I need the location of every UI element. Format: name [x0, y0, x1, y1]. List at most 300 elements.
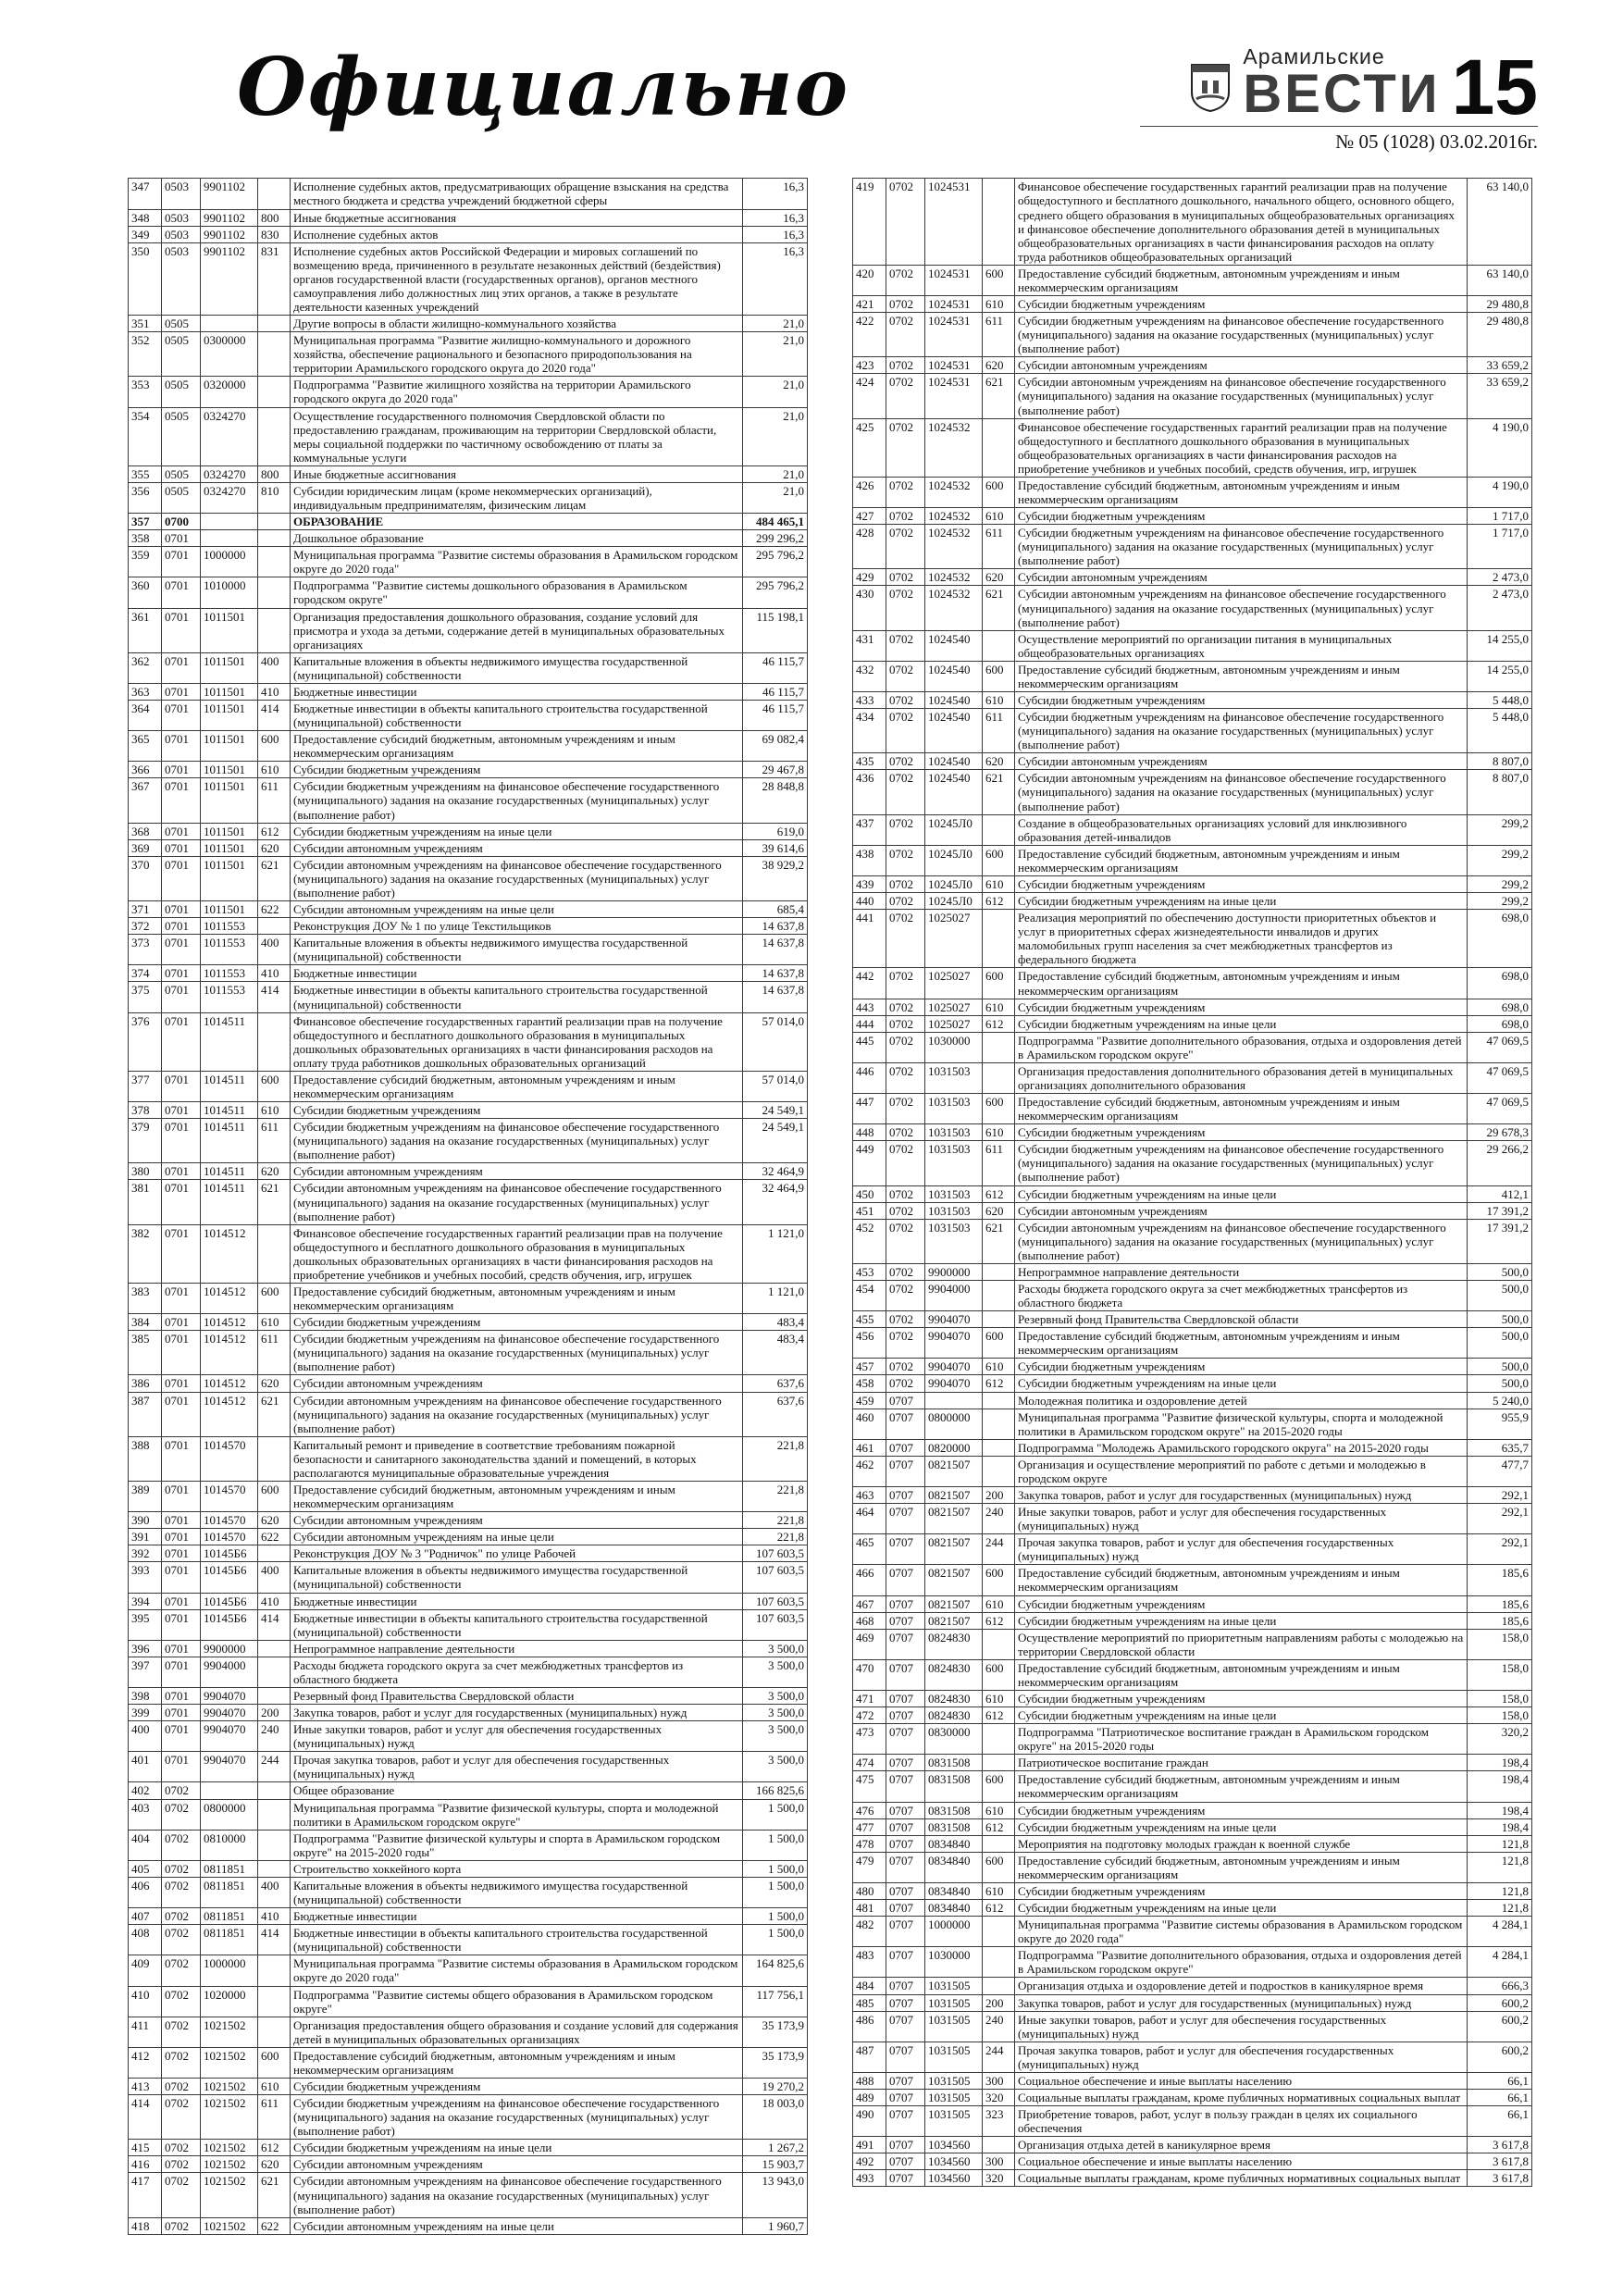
code-section: 0702 [886, 569, 925, 586]
table-row [853, 1947, 1532, 1978]
table-row [129, 1688, 808, 1705]
code-target-article: 1014570 [201, 1482, 258, 1512]
code-target-article: 1014512 [201, 1375, 258, 1392]
table-row [853, 1409, 1532, 1439]
line-amount: 38 929,2 [743, 856, 808, 900]
row-number: 440 [853, 893, 886, 910]
row-number: 459 [853, 1392, 886, 1409]
code-section: 0505 [162, 465, 201, 482]
line-amount: 500,0 [1468, 1263, 1532, 1280]
code-target-article: 1000000 [925, 1917, 983, 1947]
table-row [853, 770, 1532, 814]
row-number: 447 [853, 1094, 886, 1124]
line-amount: 3 500,0 [743, 1640, 808, 1657]
row-number: 370 [129, 856, 162, 900]
line-description: Субсидии бюджетным учреждениям [1015, 999, 1468, 1015]
code-expense-type: 620 [983, 1202, 1015, 1219]
code-target-article: 1034560 [925, 2153, 983, 2170]
code-section: 0702 [886, 1094, 925, 1124]
code-expense-type [983, 1311, 1015, 1328]
line-amount: 185,6 [1468, 1612, 1532, 1629]
code-target-article: 1021502 [201, 2217, 258, 2234]
line-description: Осуществление мероприятий по организации питания в муниципальных общеобразовательных организациях [1015, 630, 1468, 661]
code-section: 0701 [162, 1119, 201, 1163]
row-number: 425 [853, 418, 886, 477]
table-row [853, 630, 1532, 661]
row-number: 412 [129, 2047, 162, 2078]
line-amount: 158,0 [1468, 1629, 1532, 1659]
table-row [129, 2173, 808, 2217]
code-section: 0702 [886, 999, 925, 1015]
code-target-article: 0831508 [925, 1818, 983, 1835]
line-amount: 47 069,5 [1468, 1032, 1532, 1062]
code-target-article: 1021502 [201, 2173, 258, 2217]
code-target-article: 9904070 [925, 1311, 983, 1328]
code-target-article: 0821507 [925, 1487, 983, 1504]
code-expense-type: 600 [258, 1283, 291, 1313]
code-section: 0707 [886, 1504, 925, 1534]
row-number: 435 [853, 753, 886, 770]
code-section: 0707 [886, 2137, 925, 2153]
code-expense-type: 612 [983, 1707, 1015, 1724]
row-number: 450 [853, 1185, 886, 1202]
code-target-article: 10145Б6 [201, 1609, 258, 1640]
code-expense-type: 200 [983, 1487, 1015, 1504]
table-row [853, 1595, 1532, 1612]
line-description: Молодежная политика и оздоровление детей [1015, 1392, 1468, 1409]
code-expense-type: 612 [258, 823, 291, 839]
line-amount: 412,1 [1468, 1185, 1532, 1202]
code-expense-type [258, 1860, 291, 1877]
line-description: Дошкольное образование [291, 530, 743, 547]
line-description: Исполнение судебных актов, предусматривающих обращение взыскания на средства местного бюджета и средства учреждений бюджетной сферы [291, 179, 743, 209]
line-amount: 685,4 [743, 901, 808, 918]
code-expense-type: 414 [258, 701, 291, 731]
line-description: Организация предоставления дополнительного образования детей в муниципальных организациях дополнительного образования [1015, 1062, 1468, 1093]
row-number: 393 [129, 1562, 162, 1593]
line-description: Бюджетные инвестиции [291, 683, 743, 700]
row-number: 454 [853, 1280, 886, 1310]
line-amount: 16,3 [743, 209, 808, 226]
code-target-article: 1011501 [201, 839, 258, 856]
line-amount: 4 190,0 [1468, 418, 1532, 477]
line-amount: 1 500,0 [743, 1860, 808, 1877]
code-section: 0702 [886, 661, 925, 691]
line-amount: 66,1 [1468, 2072, 1532, 2089]
code-target-article: 0811851 [201, 1925, 258, 1955]
code-section: 0707 [886, 1691, 925, 1707]
code-section: 0701 [162, 901, 201, 918]
code-expense-type: 600 [983, 1852, 1015, 1882]
line-amount: 47 069,5 [1468, 1094, 1532, 1124]
code-expense-type [258, 1545, 291, 1562]
table-row [853, 2153, 1532, 2170]
row-number: 354 [129, 407, 162, 465]
row-number: 427 [853, 508, 886, 525]
code-section: 0701 [162, 701, 201, 731]
line-amount: 28 848,8 [743, 778, 808, 823]
line-amount: 21,0 [743, 332, 808, 377]
code-target-article: 1011501 [201, 731, 258, 762]
code-expense-type [983, 1439, 1015, 1456]
code-section: 0701 [162, 1721, 201, 1752]
table-row [853, 1280, 1532, 1310]
code-target-article [201, 530, 258, 547]
line-description: Субсидии бюджетным учреждениям на финансовое обеспечение государственного (муниципального) задания на оказание государственных (муниципальных) услуг (выполнение работ) [1015, 313, 1468, 357]
code-target-article: 1031505 [925, 2042, 983, 2072]
line-description: Субсидии бюджетным учреждениям на финансовое обеспечение государственного (муниципального) задания на оказание государственных (муниципальных) услуг (выполнение работ) [291, 1331, 743, 1375]
table-row [129, 1314, 808, 1331]
table-row [129, 2140, 808, 2156]
code-section: 0707 [886, 1439, 925, 1456]
code-expense-type: 800 [258, 465, 291, 482]
line-description: Субсидии автономным учреждениям [291, 839, 743, 856]
code-expense-type: 400 [258, 1562, 291, 1593]
line-amount: 3 617,8 [1468, 2137, 1532, 2153]
table-row [853, 1882, 1532, 1899]
line-amount: 3 500,0 [743, 1752, 808, 1782]
line-description: Субсидии бюджетным учреждениям на финансовое обеспечение государственного (муниципального) задания на оказание государственных (муниципальных) услуг (выполнение работ) [1015, 525, 1468, 569]
table-row [129, 701, 808, 731]
code-expense-type: 320 [983, 2170, 1015, 2187]
row-number: 433 [853, 692, 886, 709]
table-row [853, 1015, 1532, 1032]
line-amount: 1 121,0 [743, 1283, 808, 1313]
line-description: Закупка товаров, работ и услуг для государственных (муниципальных) нужд [1015, 1994, 1468, 2011]
code-section: 0707 [886, 2106, 925, 2137]
line-description: Субсидии бюджетным учреждениям на финансовое обеспечение государственного (муниципального) задания на оказание государственных (муниципальных) услуг (выполнение работ) [1015, 709, 1468, 753]
code-expense-type: 200 [258, 1705, 291, 1721]
table-row [853, 1852, 1532, 1882]
code-expense-type [983, 1409, 1015, 1439]
line-description: Субсидии автономным учреждениям на иные цели [291, 901, 743, 918]
line-amount: 8 807,0 [1468, 753, 1532, 770]
code-section: 0707 [886, 1487, 925, 1504]
page-header [128, 41, 1538, 154]
code-expense-type: 621 [258, 1180, 291, 1224]
code-target-article: 1024531 [925, 374, 983, 418]
row-number: 352 [129, 332, 162, 377]
code-section: 0707 [886, 2072, 925, 2089]
code-target-article: 1011553 [201, 965, 258, 982]
row-number: 429 [853, 569, 886, 586]
table-row [853, 508, 1532, 525]
code-target-article: 1025027 [925, 968, 983, 999]
code-section: 0702 [886, 814, 925, 845]
code-expense-type [258, 1830, 291, 1860]
code-expense-type: 610 [983, 508, 1015, 525]
code-section: 0707 [886, 1707, 925, 1724]
line-amount: 198,4 [1468, 1755, 1532, 1771]
code-section: 0707 [886, 1818, 925, 1835]
line-description: Иные закупки товаров, работ и услуг для обеспечения государственных (муниципальных) нужд [1015, 2011, 1468, 2042]
row-number: 493 [853, 2170, 886, 2187]
line-amount: 221,8 [743, 1529, 808, 1545]
table-row [129, 465, 808, 482]
table-row [853, 586, 1532, 630]
line-amount: 698,0 [1468, 999, 1532, 1015]
line-description: Финансовое обеспечение государственных гарантий реализации прав на получение общедоступного и бесплатного дошкольного образования в муниципальных дошкольных образовательных организациях в части финансирования расходов на оплату труда работников дошкольных образовательных организаций [291, 1012, 743, 1071]
line-amount: 500,0 [1468, 1311, 1532, 1328]
table-row [853, 1392, 1532, 1409]
code-target-article: 0831508 [925, 1771, 983, 1802]
line-amount: 121,8 [1468, 1852, 1532, 1882]
line-description: Исполнение судебных актов Российской Федерации и мировых соглашений по возмещению вреда, причиненного в результате незаконных действий (бездействия) органов государственной власти (государственных органов), органов местного самоуправления либо должностных лиц этих органов, а также в результате деятельности казенных учреждений [291, 242, 743, 315]
code-target-article: 0824830 [925, 1629, 983, 1659]
table-row [129, 2095, 808, 2140]
code-target-article: 0821507 [925, 1504, 983, 1534]
brand-row [1140, 43, 1538, 131]
code-expense-type: 610 [983, 1124, 1015, 1141]
line-description: Реконструкция ДОУ № 1 по улице Текстильщиков [291, 918, 743, 935]
code-expense-type: 410 [258, 683, 291, 700]
code-section: 0701 [162, 982, 201, 1012]
code-expense-type: 600 [983, 1328, 1015, 1359]
code-section: 0707 [886, 1456, 925, 1486]
line-amount: 158,0 [1468, 1691, 1532, 1707]
row-number: 457 [853, 1359, 886, 1375]
table-row [129, 316, 808, 332]
code-target-article: 0821507 [925, 1595, 983, 1612]
line-description: Субсидии бюджетным учреждениям [291, 1314, 743, 1331]
code-target-article: 1024531 [925, 357, 983, 374]
line-amount: 292,1 [1468, 1487, 1532, 1504]
row-number: 426 [853, 477, 886, 507]
code-expense-type [258, 179, 291, 209]
row-number: 349 [129, 226, 162, 242]
code-expense-type: 300 [983, 2153, 1015, 2170]
row-number: 448 [853, 1124, 886, 1141]
code-target-article: 1014512 [201, 1331, 258, 1375]
row-number: 385 [129, 1331, 162, 1375]
code-section: 0701 [162, 778, 201, 823]
masthead [1140, 44, 1538, 154]
table-row [853, 1978, 1532, 1994]
table-row [129, 1224, 808, 1283]
code-section: 0503 [162, 226, 201, 242]
code-target-article: 9904070 [925, 1359, 983, 1375]
code-expense-type [258, 1012, 291, 1071]
line-amount: 107 603,5 [743, 1609, 808, 1640]
line-amount: 299,2 [1468, 875, 1532, 892]
line-amount: 3 617,8 [1468, 2153, 1532, 2170]
code-target-article: 0820000 [925, 1439, 983, 1456]
table-row [853, 2042, 1532, 2072]
code-expense-type: 621 [258, 2173, 291, 2217]
code-target-article: 1014512 [201, 1283, 258, 1313]
row-number: 480 [853, 1882, 886, 1899]
line-description: Субсидии бюджетным учреждениям [1015, 875, 1468, 892]
table-row [853, 1202, 1532, 1219]
line-description: Субсидии автономным учреждениям на финансовое обеспечение государственного (муниципального) задания на оказание государственных (муниципальных) услуг (выполнение работ) [1015, 1219, 1468, 1263]
code-target-article: 0811851 [201, 1877, 258, 1907]
line-amount: 198,4 [1468, 1818, 1532, 1835]
line-description: Предоставление субсидий бюджетным, автономным учреждениям и иным некоммерческим организациям [1015, 1565, 1468, 1595]
table-row [853, 179, 1532, 265]
code-expense-type: 600 [983, 968, 1015, 999]
table-row [853, 692, 1532, 709]
line-description: Субсидии бюджетным учреждениям на иные цели [1015, 893, 1468, 910]
code-section: 0702 [886, 477, 925, 507]
line-description: Финансовое обеспечение государственных гарантий реализации прав на получение общедоступного и бесплатного дошкольного образования в муниципальных дошкольных образовательных организациях в части финансирования расходов на приобретение учебников и учебных пособий, средств обучения, игр, игрушек [291, 1224, 743, 1283]
code-target-article: 1025027 [925, 1015, 983, 1032]
row-number: 401 [129, 1752, 162, 1782]
line-description: Субсидии бюджетным учреждениям на финансовое обеспечение государственного (муниципального) задания на оказание государственных (муниципальных) услуг (выполнение работ) [1015, 1141, 1468, 1185]
code-section: 0505 [162, 407, 201, 465]
row-number: 390 [129, 1512, 162, 1529]
line-amount: 8 807,0 [1468, 770, 1532, 814]
code-section: 0701 [162, 1752, 201, 1782]
left-table-body [129, 179, 808, 2234]
code-expense-type: 610 [983, 1595, 1015, 1612]
code-section: 0700 [162, 514, 201, 530]
table-row [853, 845, 1532, 875]
code-section: 0702 [886, 875, 925, 892]
code-target-article: 9901102 [201, 209, 258, 226]
line-amount: 66,1 [1468, 2106, 1532, 2137]
code-target-article: 0834840 [925, 1835, 983, 1852]
line-description: Субсидии бюджетным учреждениям [1015, 1124, 1468, 1141]
code-section: 0702 [886, 1328, 925, 1359]
code-section: 0701 [162, 1593, 201, 1609]
code-expense-type: 612 [983, 1612, 1015, 1629]
brand-text [1243, 44, 1441, 124]
line-description: Подпрограмма "Развитие жилищного хозяйства на территории Арамильского городского округа до 2020 года" [291, 377, 743, 407]
row-number: 471 [853, 1691, 886, 1707]
line-amount: 107 603,5 [743, 1545, 808, 1562]
table-row [129, 2156, 808, 2173]
line-amount: 666,3 [1468, 1978, 1532, 1994]
line-amount: 13 943,0 [743, 2173, 808, 2217]
code-section: 0701 [162, 608, 201, 652]
line-description: Организация предоставления общего образования и создание условий для содержания детей в муниципальных образовательных организациях [291, 2017, 743, 2047]
line-amount: 185,6 [1468, 1565, 1532, 1595]
row-number: 484 [853, 1978, 886, 1994]
row-number: 482 [853, 1917, 886, 1947]
row-number: 355 [129, 465, 162, 482]
row-number: 428 [853, 525, 886, 569]
row-number: 371 [129, 901, 162, 918]
line-description: Общее образование [291, 1782, 743, 1799]
code-target-article: 1025027 [925, 910, 983, 968]
row-number: 404 [129, 1830, 162, 1860]
code-section: 0701 [162, 683, 201, 700]
line-description: Подпрограмма "Развитие системы дошкольного образования в Арамильском городском округе" [291, 577, 743, 608]
code-target-article: 0824830 [925, 1659, 983, 1690]
code-target-article: 0830000 [925, 1724, 983, 1755]
code-target-article: 1011501 [201, 701, 258, 731]
row-number: 432 [853, 661, 886, 691]
row-number: 458 [853, 1375, 886, 1392]
code-expense-type: 610 [983, 875, 1015, 892]
row-number: 373 [129, 935, 162, 965]
line-description: Субсидии бюджетным учреждениям [291, 1102, 743, 1119]
line-amount: 1 500,0 [743, 1830, 808, 1860]
line-description: Субсидии бюджетным учреждениям на иные цели [291, 823, 743, 839]
page-number: 15 [1451, 43, 1538, 131]
code-target-article: 1014511 [201, 1071, 258, 1101]
code-section: 0702 [886, 968, 925, 999]
code-section: 0701 [162, 547, 201, 577]
code-target-article: 9904000 [201, 1657, 258, 1687]
line-description: Предоставление субсидий бюджетным, автономным учреждениям и иным некоммерческим организациям [1015, 265, 1468, 295]
line-description: Субсидии бюджетным учреждениям на иные цели [1015, 1185, 1468, 1202]
code-expense-type: 414 [258, 1925, 291, 1955]
line-amount: 637,6 [743, 1392, 808, 1436]
line-amount: 16,3 [743, 179, 808, 209]
line-description: Предоставление субсидий бюджетным, автономным учреждениям и иным некоммерческим организациям [291, 1283, 743, 1313]
line-description: Бюджетные инвестиции [291, 965, 743, 982]
code-section: 0702 [886, 1311, 925, 1328]
code-expense-type: 800 [258, 209, 291, 226]
code-target-article: 1031503 [925, 1094, 983, 1124]
table-row [129, 1986, 808, 2017]
table-row [853, 313, 1532, 357]
code-expense-type: 620 [983, 357, 1015, 374]
row-number: 386 [129, 1375, 162, 1392]
table-row [129, 652, 808, 683]
row-number: 361 [129, 608, 162, 652]
code-expense-type: 600 [258, 1071, 291, 1101]
line-amount: 484 465,1 [743, 514, 808, 530]
row-number: 358 [129, 530, 162, 547]
row-number: 399 [129, 1705, 162, 1721]
code-target-article: 1011501 [201, 683, 258, 700]
line-description: Предоставление субсидий бюджетным, автономным учреждениям и иным некоммерческим организациям [1015, 1852, 1468, 1882]
table-row [853, 1818, 1532, 1835]
line-amount: 21,0 [743, 316, 808, 332]
line-amount: 29 480,8 [1468, 313, 1532, 357]
row-number: 372 [129, 918, 162, 935]
code-expense-type [983, 1280, 1015, 1310]
line-description: Субсидии бюджетным учреждениям [1015, 1359, 1468, 1375]
line-amount: 698,0 [1468, 910, 1532, 968]
line-amount: 46 115,7 [743, 683, 808, 700]
code-expense-type: 621 [983, 586, 1015, 630]
code-section: 0701 [162, 1482, 201, 1512]
line-description: Приобретение товаров, работ, услуг в пользу граждан в целях их социального обеспечения [1015, 2106, 1468, 2137]
line-description: Субсидии бюджетным учреждениям на иные цели [1015, 1707, 1468, 1724]
line-description: Патриотическое воспитание граждан [1015, 1755, 1468, 1771]
line-description: Муниципальная программа "Развитие системы образования в Арамильском городском округе до 2020 года" [1015, 1917, 1468, 1947]
code-expense-type: 600 [258, 1482, 291, 1512]
table-row [129, 1955, 808, 1986]
code-section: 0707 [886, 1994, 925, 2011]
line-description: Субсидии бюджетным учреждениям на иные цели [1015, 1015, 1468, 1032]
table-row [853, 1900, 1532, 1917]
code-section: 0701 [162, 577, 201, 608]
code-expense-type [258, 1640, 291, 1657]
code-target-article: 1014511 [201, 1163, 258, 1180]
line-amount: 295 796,2 [743, 547, 808, 577]
line-description: Прочая закупка товаров, работ и услуг для обеспечения государственных (муниципальных) нужд [1015, 2042, 1468, 2072]
row-number: 476 [853, 1802, 886, 1818]
code-expense-type: 610 [258, 1102, 291, 1119]
code-target-article: 1024532 [925, 569, 983, 586]
code-section: 0701 [162, 530, 201, 547]
table-row [853, 1724, 1532, 1755]
table-row [129, 530, 808, 547]
row-number: 380 [129, 1163, 162, 1180]
table-row [129, 1436, 808, 1481]
row-number: 363 [129, 683, 162, 700]
code-target-article: 1030000 [925, 1032, 983, 1062]
table-row [129, 1721, 808, 1752]
code-expense-type: 611 [258, 1331, 291, 1375]
code-expense-type: 600 [983, 1771, 1015, 1802]
code-target-article: 0810000 [201, 1830, 258, 1860]
line-amount: 1 121,0 [743, 1224, 808, 1283]
